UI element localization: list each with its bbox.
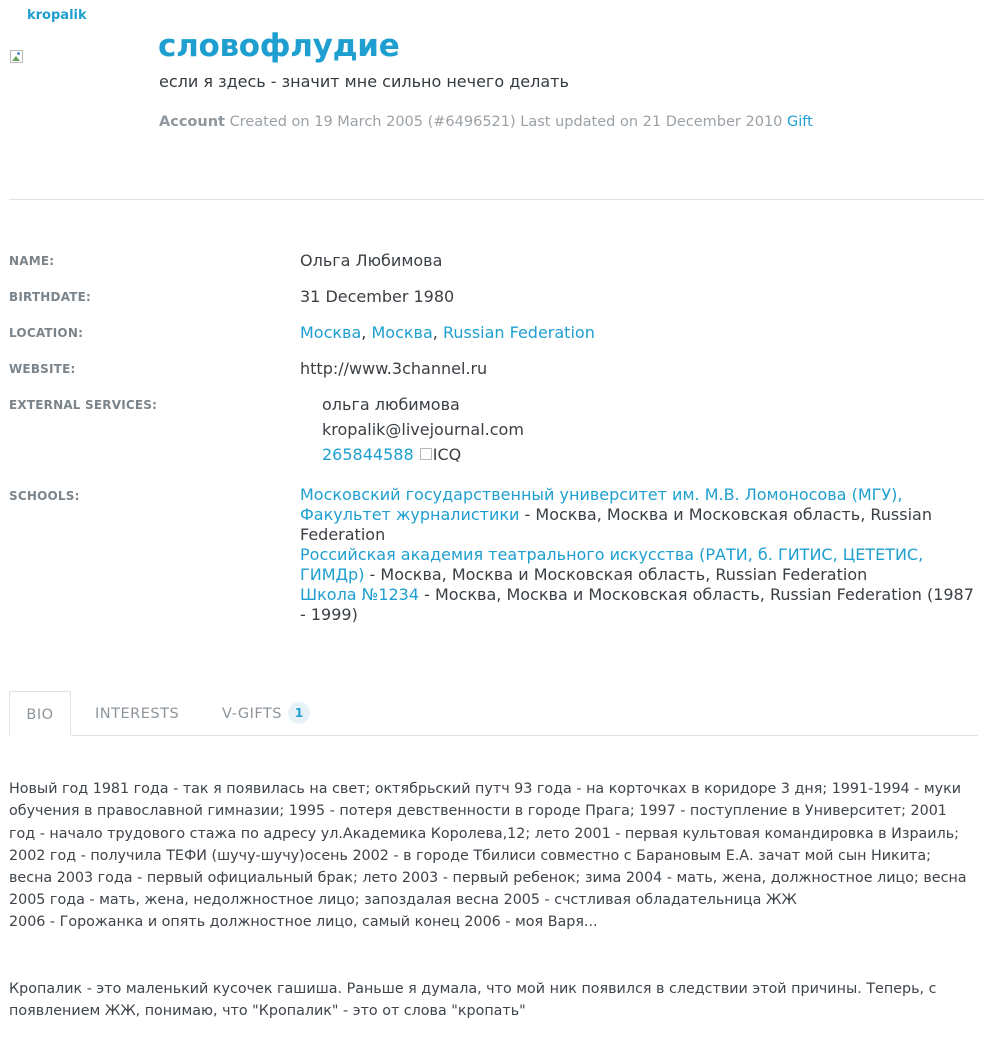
account-created-text: Created on 19 March 2005 (#6496521) Last updated on 21 December 2010 <box>229 114 783 130</box>
school-link[interactable]: Российская академия театрального искусства (РАТИ, б. ГИТИС, ЦЕТЕТИС, ГИМДр) <box>300 545 924 584</box>
school-link[interactable]: Московский государственный университет им. М.В. Ломоносова (МГУ), Факультет журналистики <box>300 485 903 524</box>
vgifts-count-badge: 1 <box>288 702 310 724</box>
school-details: - Москва, Москва и Московская область, Russian Federation <box>364 565 868 584</box>
school-item <box>300 545 980 585</box>
birthdate-label: BIRTHDATE: <box>9 290 92 304</box>
facebook-profile-link[interactable]: ольга любимова <box>322 395 460 414</box>
location-label: LOCATION: <box>9 326 84 340</box>
userpic-broken-image-icon[interactable] <box>10 50 24 64</box>
school-item <box>300 485 980 545</box>
tab-vgifts-label: V-GIFTS <box>222 706 282 722</box>
account-label: Account <box>159 114 225 130</box>
school-details: - Москва, Москва и Московская область, Russian Federation (1987 - 1999) <box>300 585 974 624</box>
location-separator: , <box>432 323 443 342</box>
username-link[interactable]: kropalik <box>27 8 87 23</box>
name-label: NAME: <box>9 254 55 268</box>
location-region-link[interactable]: Москва <box>371 323 433 342</box>
schools-list <box>300 485 980 625</box>
schools-label: SCHOOLS: <box>9 489 80 503</box>
bio-text <box>9 756 977 1044</box>
livejournal-email: kropalik@livejournal.com <box>322 420 524 439</box>
tab-vgifts[interactable] <box>222 691 310 735</box>
website-label: WEBSITE: <box>9 362 76 376</box>
location-country-link[interactable]: Russian Federation <box>442 323 595 342</box>
birthdate-value: 31 December 1980 <box>300 287 455 306</box>
external-services-label: EXTERNAL SERVICES: <box>9 398 158 412</box>
journal-title[interactable]: словофлудие <box>158 28 400 64</box>
icq-row <box>322 445 461 464</box>
icq-number-link[interactable]: 265844588 <box>322 445 414 464</box>
profile-tabs <box>9 691 978 736</box>
school-details: - Москва, Москва и Московская область, Russian Federation <box>300 505 932 544</box>
account-meta <box>159 114 813 130</box>
location-separator: , <box>361 323 372 342</box>
school-link[interactable]: Школа №1234 <box>300 585 420 604</box>
journal-subtitle: если я здесь - значит мне сильно нечего делать <box>159 72 569 91</box>
tab-bio[interactable]: BIO <box>9 691 71 736</box>
icq-alt-text: ICQ <box>432 445 462 464</box>
website-link[interactable]: http://www.3channel.ru <box>300 359 488 378</box>
name-value: Ольга Любимова <box>300 251 443 270</box>
bio-paragraph: Кропалик - это маленький кусочек гашиша. Раньше я думала, что мой ник появился в следствии этой причины. Теперь, с появлением ЖЖ, понимаю, что "Кропалик" - это от слова "кропать" <box>9 980 937 1020</box>
tab-interests[interactable]: INTERESTS <box>95 706 180 722</box>
gift-link[interactable]: Gift <box>787 114 813 130</box>
location-value <box>300 323 595 342</box>
tabs-divider <box>9 735 978 736</box>
location-city-link[interactable]: Москва <box>300 323 362 342</box>
school-item <box>300 585 980 625</box>
header-divider <box>9 199 984 200</box>
icq-status-icon <box>419 445 461 464</box>
bio-paragraph: Новый год 1981 года - так я появилась на свет; октябрьский путч 93 года - на корточках в коридоре 3 дня; 1991-1994 - муки обучения в православной гимназии; 1995 - потеря девственности в городе Прага; 1997 - поступление в Университет; 2001 год - начало трудового стажа по адресу ул.Академика Королева,12; лето 2001 - первая культовая командировка в Израиль; 2002 год - получила ТЕФИ (шучу-шучу)осень 2002 - в городе Тбилиси совместно с Барановым Е.А. зачат мой сын Никита; весна 2003 года - первый официальный брак; лето 2003 - первый ребенок; зима 2004 - мать, жена, должностное лицо; весна 2005 года - мать, жена, недолжностное лицо; запоздалая весна 2005 - счстливая обладательница ЖЖ 2006 - Горожанка и опять должностное лицо, самый конец 2006 - моя Варя... <box>9 781 967 931</box>
